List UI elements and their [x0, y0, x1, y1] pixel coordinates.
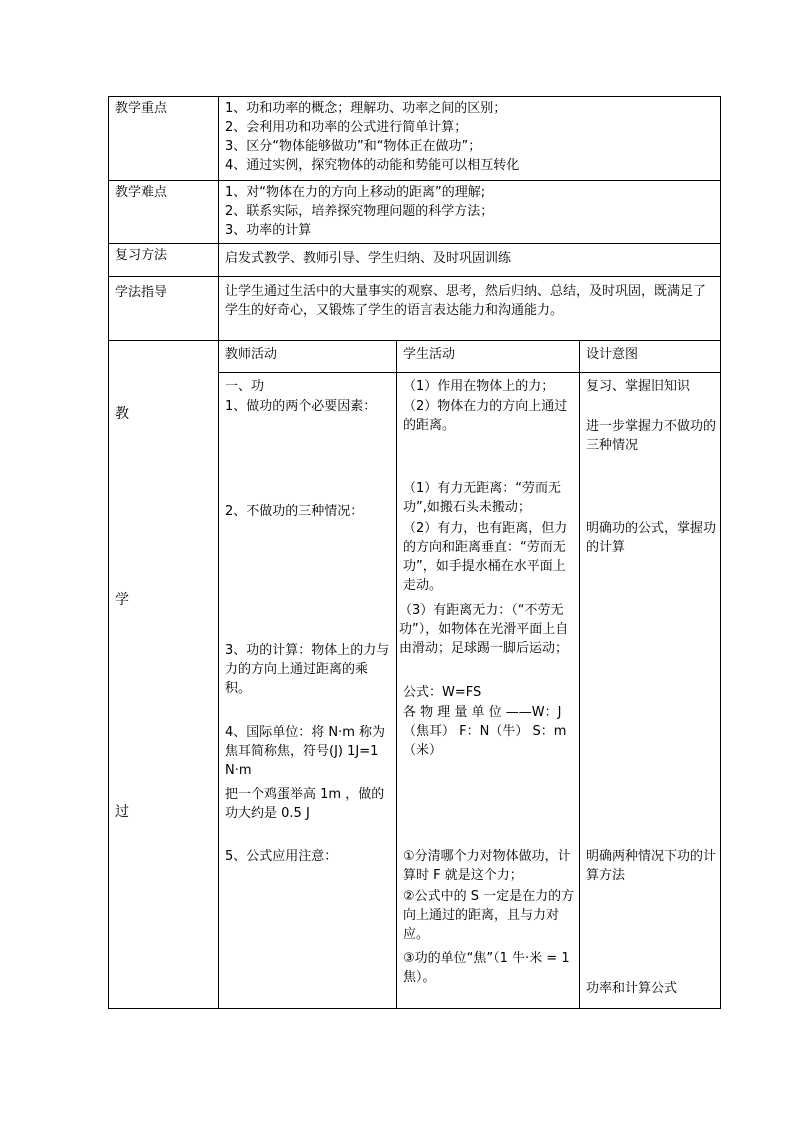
lesson-plan-table: [108, 96, 721, 1009]
teacher-section-title: 一、功: [225, 379, 265, 394]
teacher-item-4: 4、国际单位：将 N·m 称为焦耳简称焦，符号(J) 1J=1 N·m: [225, 725, 386, 778]
design-intent-5: 功率和计算公式: [586, 981, 678, 996]
review-method-row: [109, 244, 721, 277]
review-method-content: 启发式教学、教师引导、学生归纳、及时巩固训练: [219, 244, 721, 277]
student-note-1: ①分清哪个力对物体做功，计算时 F 就是这个力；: [403, 849, 571, 883]
teacher-activity-header: 教师活动: [219, 341, 397, 373]
process-label: [109, 341, 219, 1009]
student-factor-2: （2）物体在力的方向上通过的距离。: [403, 399, 568, 433]
teacher-item-2: 2、不做功的三种情况：: [225, 504, 364, 519]
process-label-char-2: 学: [115, 592, 129, 608]
teacher-activity-cell: [219, 373, 397, 1009]
difficulties-label: 教学难点: [109, 181, 219, 244]
key-point-4: 4、通过实例，探究物体的动能和势能可以相互转化: [225, 158, 520, 173]
design-intent-2: 进一步掌握力不做功的三种情况: [586, 419, 717, 453]
student-case-2: （2）有力，也有距离，但力的方向和距离垂直：“劳而无功”，如手提水桶在水平面上走动。: [403, 521, 568, 593]
design-intent-header: 设计意图: [580, 341, 721, 373]
process-label-char-1: 教: [115, 406, 129, 422]
difficulty-2: 2、联系实际，培养探究物理问题的科学方法；: [225, 204, 494, 219]
teacher-item-1: 1、做功的两个必要因素：: [225, 399, 377, 414]
key-point-1: 1、功和功率的概念；理解功、功率之间的区别；: [225, 101, 507, 116]
key-point-2: 2、会利用功和功率的公式进行简单计算；: [225, 120, 468, 135]
key-points-row: [109, 97, 721, 181]
difficulty-3: 3、功率的计算: [225, 223, 312, 238]
design-intent-cell: [580, 373, 721, 1009]
design-intent-4: 明确两种情况下功的计算方法: [586, 849, 717, 883]
teacher-egg-example: 把一个鸡蛋举高 1m ，做的功大约是 0.5 J: [225, 787, 385, 821]
process-label-char-3: 过: [115, 804, 129, 820]
student-activity-cell: [397, 373, 580, 1009]
study-guide-label: 学法指导: [109, 277, 219, 341]
student-factor-1: （1）作用在物体上的力；: [403, 379, 555, 394]
student-activity-header: 学生活动: [397, 341, 580, 373]
student-note-2: ②公式中的 S 一定是在力的方向上通过的距离，且与力对应。: [403, 889, 575, 942]
student-units: 各 物 理 量 单 位 ——W：J（焦耳） F：N（牛） S：m（米）: [403, 705, 567, 758]
design-intent-1: 复习、掌握旧知识: [586, 379, 691, 394]
study-guide-text: 让学生通过生活中的大量事实的观察、思考，然后归纳、总结，及时巩固，既满足了学生的好奇心，又锻炼了学生的语言表达能力和沟通能力。: [225, 284, 707, 318]
teacher-item-3: 3、功的计算：物体上的力与力的方向上通过距离的乘积。: [225, 643, 390, 696]
key-point-3: 3、区分“物体能够做功”和“物体正在做功”；: [225, 139, 482, 154]
key-points-label: 教学重点: [109, 97, 219, 181]
study-guide-content: [219, 277, 721, 341]
difficulties-content: [219, 181, 721, 244]
key-points-content: [219, 97, 721, 181]
design-intent-3: 明确功的公式，掌握功的计算: [586, 521, 717, 555]
student-formula: 公式：W=FS: [403, 685, 482, 700]
student-note-3: ③功的单位“焦”（1 牛·米 = 1 焦）。: [403, 951, 570, 985]
student-case-3: （3）有距离无力：（“不劳无功”），如物体在光滑平面上自由滑动；足球踢一脚后运动；: [399, 603, 569, 656]
teacher-item-5: 5、公式应用注意：: [225, 849, 338, 864]
process-header-row: [109, 341, 721, 373]
difficulty-1: 1、对“物体在力的方向上移动的距离”的理解;: [225, 185, 486, 200]
student-case-1: （1）有力无距离：“劳而无功”,如搬石头未搬动；: [403, 481, 562, 515]
study-guide-row: [109, 277, 721, 341]
difficulties-row: [109, 181, 721, 244]
review-method-label: 复习方法: [109, 244, 219, 277]
